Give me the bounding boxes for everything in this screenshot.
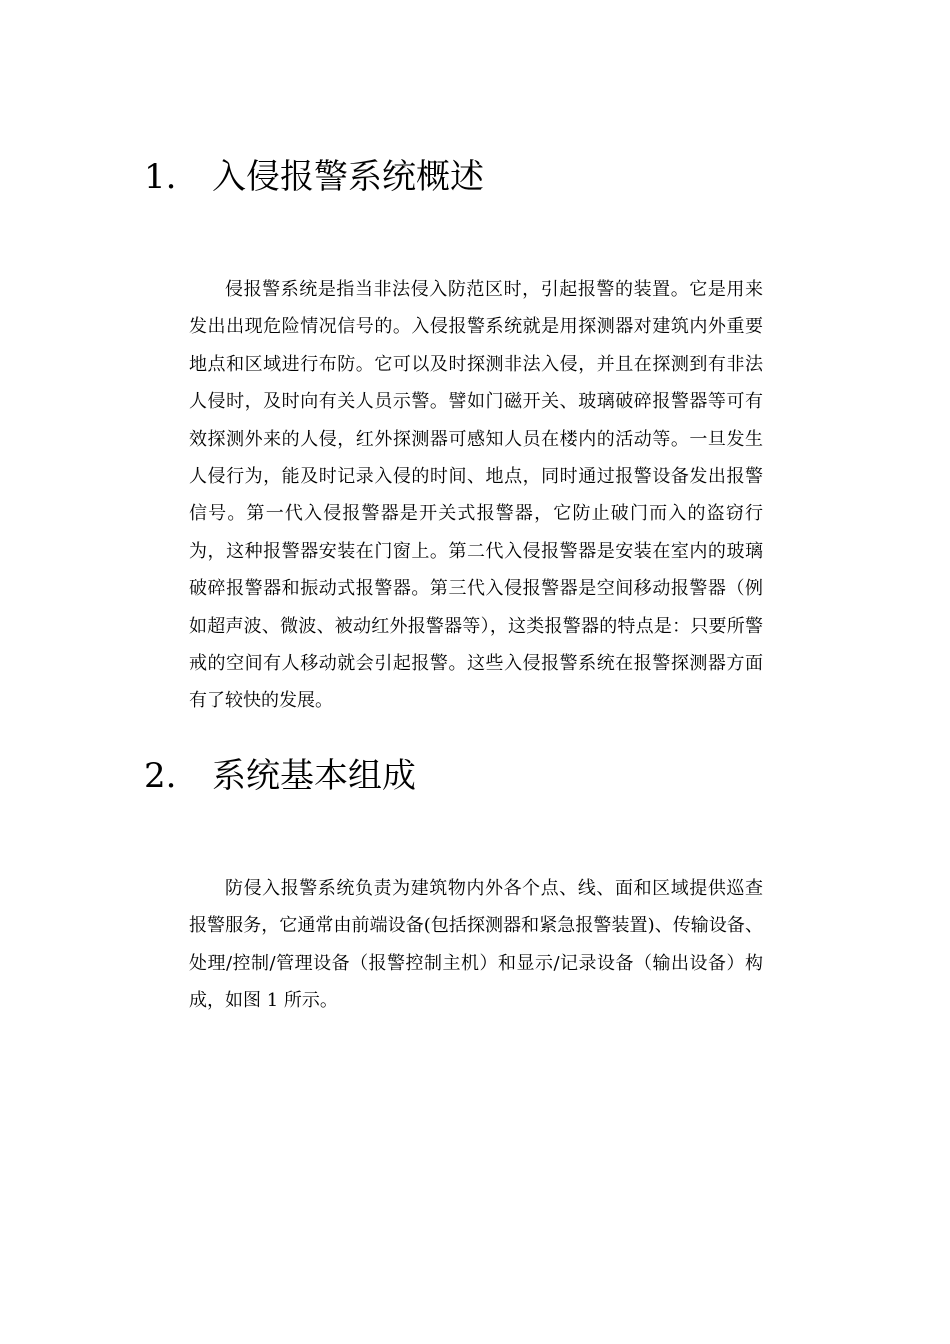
section-number-1: 1. xyxy=(144,157,177,197)
section-paragraph-1: 侵报警系统是指当非法侵入防范区时，引起报警的装置。它是用来发出出现危险情况信号的。入侵报警系统就是用探测器对建筑内外重要地点和区域进行布防。它可以及时探测非法入侵，并且在探测到有非法人侵时，及时向有关人员示警。譬如门磁开关、玻璃破碎报警器等可有效探测外来的人侵，红外探测器可感知人员在楼内的活动等。一旦发生人侵行为，能及时记录入侵的时间、地点，同时通过报警设备发出报警信号。第一代入侵报警器是开关式报警器，它防止破门而入的盗窃行为，这种报警器安装在门窗上。第二代入侵报警器是安装在室内的玻璃破碎报警器和振动式报警器。第三代入侵报警器是空间移动报警器（例如超声波、微波、被动红外报警器等），这类报警器的特点是：只要所警戒的空间有人移动就会引起报警。这些入侵报警系统在报警探测器方面有了较快的发展。 xyxy=(189,279,763,712)
section-heading-2 xyxy=(144,756,416,796)
section-title-2: 系统基本组成 xyxy=(212,756,416,796)
section-title-1: 入侵报警系统概述 xyxy=(212,157,484,197)
section-number-2: 2. xyxy=(144,756,177,796)
section-heading-1 xyxy=(144,157,484,197)
section-paragraph-2: 防侵入报警系统负责为建筑物内外各个点、线、面和区域提供巡查报警服务，它通常由前端设备(包括探测器和紧急报警装置)、传输设备、处理/控制/管理设备（报警控制主机）和显示/记录设备（输出设备）构成，如图 1 所示。 xyxy=(189,878,763,1012)
